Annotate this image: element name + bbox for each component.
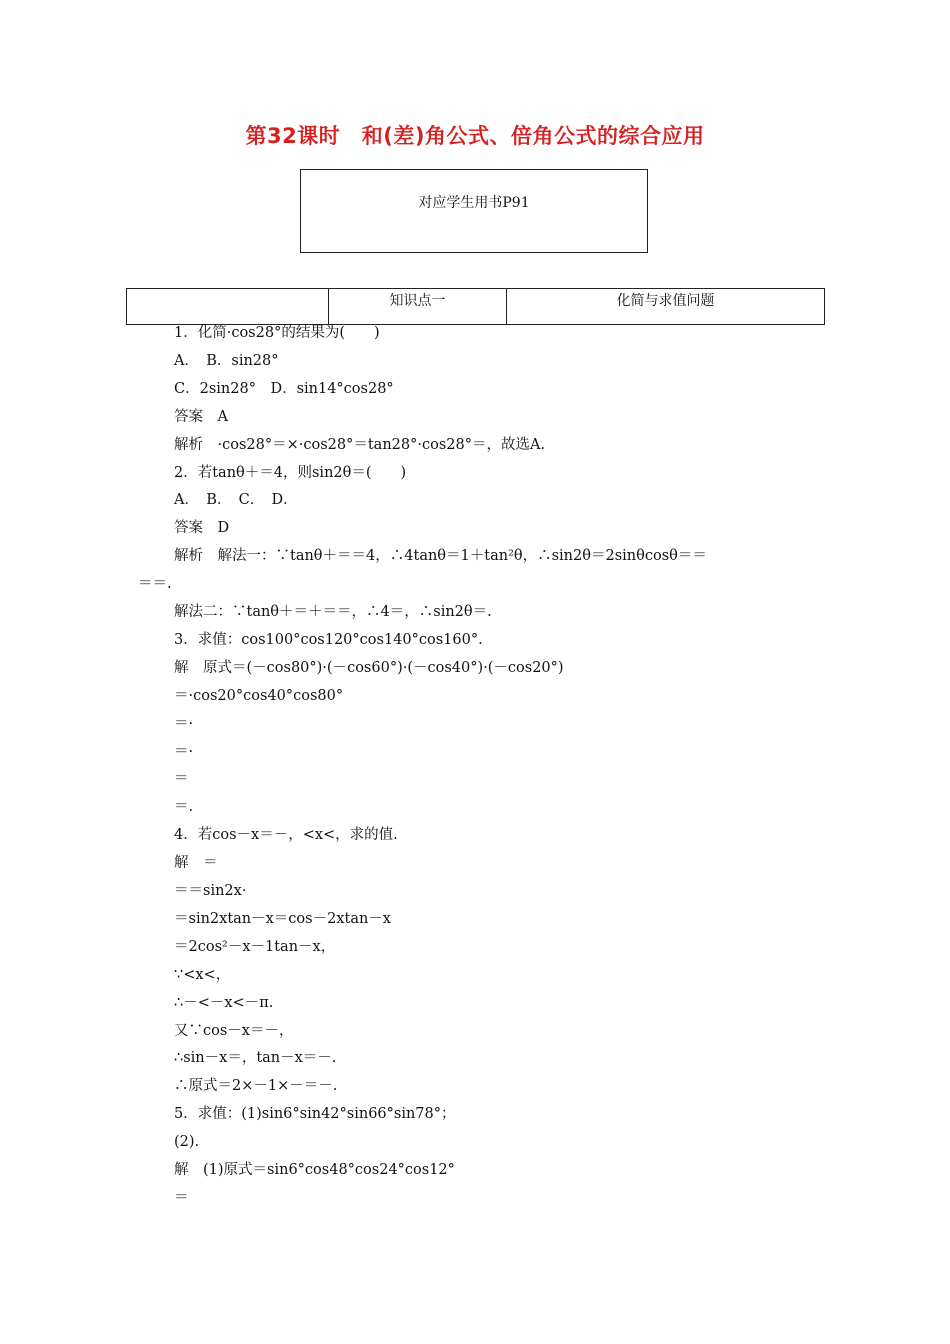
knowledge-point-table: [126, 288, 825, 325]
text-line: 答案 D: [174, 520, 230, 537]
knowledge-point-row: [127, 289, 825, 325]
text-line: 答案 A: [174, 408, 228, 425]
text-line: 又∵cos－x＝－，: [174, 1022, 294, 1039]
text-line: ∴sin－x＝，tan－x＝－.: [174, 1050, 337, 1067]
text-line: ＝2cos²－x－1tan－x，: [174, 938, 336, 955]
text-line: 解析 ·cos28°＝×·cos28°＝tan28°·cos28°＝，故选A.: [174, 436, 546, 453]
text-line: 解法二：∵tanθ＋＝＋＝＝，∴4＝，∴sin2θ＝.: [174, 604, 492, 620]
text-line: 3．求值：cos100°cos120°cos140°cos160°.: [174, 631, 483, 648]
text-line: 解 (1)原式＝sin6°cos48°cos24°cos12°: [174, 1162, 455, 1178]
knowledge-point-label: 知识点一: [329, 289, 507, 325]
text-line: C．2sin28° D．sin14°cos28°: [174, 380, 394, 397]
text-line: 5．求值：(1)sin6°sin42°sin66°sin78°；: [174, 1106, 456, 1123]
text-line: ＝·: [174, 743, 194, 760]
text-line: 1．化简·cos28°的结果为( ): [174, 325, 380, 341]
text-line: ＝: [174, 771, 189, 788]
text-line: A． B． C． D．: [174, 492, 298, 509]
text-line: (2).: [174, 1134, 200, 1151]
text-line: ∴原式＝2×－1×－＝－.: [174, 1078, 338, 1095]
text-line: 解 原式＝(－cos80°)·(－cos60°)·(－cos40°)·(－cos20°): [174, 659, 564, 676]
text-line: ＝＝.: [138, 576, 172, 593]
text-line: ＝·cos20°cos40°cos80°: [174, 687, 344, 704]
text-line: 2．若tanθ＋＝4，则sin2θ＝( ): [174, 464, 407, 481]
text-line: 4．若cos－x＝－，<x<，求的值.: [174, 827, 398, 844]
knowledge-point-topic: 化简与求值问题: [507, 289, 825, 325]
textbook-reference-text: 对应学生用书P91: [418, 195, 530, 211]
text-line: ＝·: [174, 715, 194, 732]
text-line: ＝sin2xtan－x＝cos－2xtan－x: [174, 910, 391, 927]
knowledge-point-blank-cell: [127, 289, 329, 325]
page-title: 第32课时 和(差)角公式、倍角公式的综合应用: [245, 124, 705, 148]
textbook-reference-box: [300, 169, 648, 253]
text-line: 解析 解法一：∵tanθ＋＝＝4，∴4tanθ＝1＋tan²θ，∴sin2θ＝2sinθcosθ＝＝: [174, 548, 707, 565]
text-line: A． B．sin28°: [174, 352, 279, 369]
text-line: ＝＝sin2x·: [174, 883, 247, 899]
text-line: ∵<x<，: [174, 966, 231, 983]
text-line: ∴－<－x<－π.: [174, 994, 274, 1011]
text-line: ＝: [174, 1189, 189, 1206]
text-line: ＝.: [174, 799, 194, 816]
text-line: 解 ＝: [174, 855, 218, 872]
